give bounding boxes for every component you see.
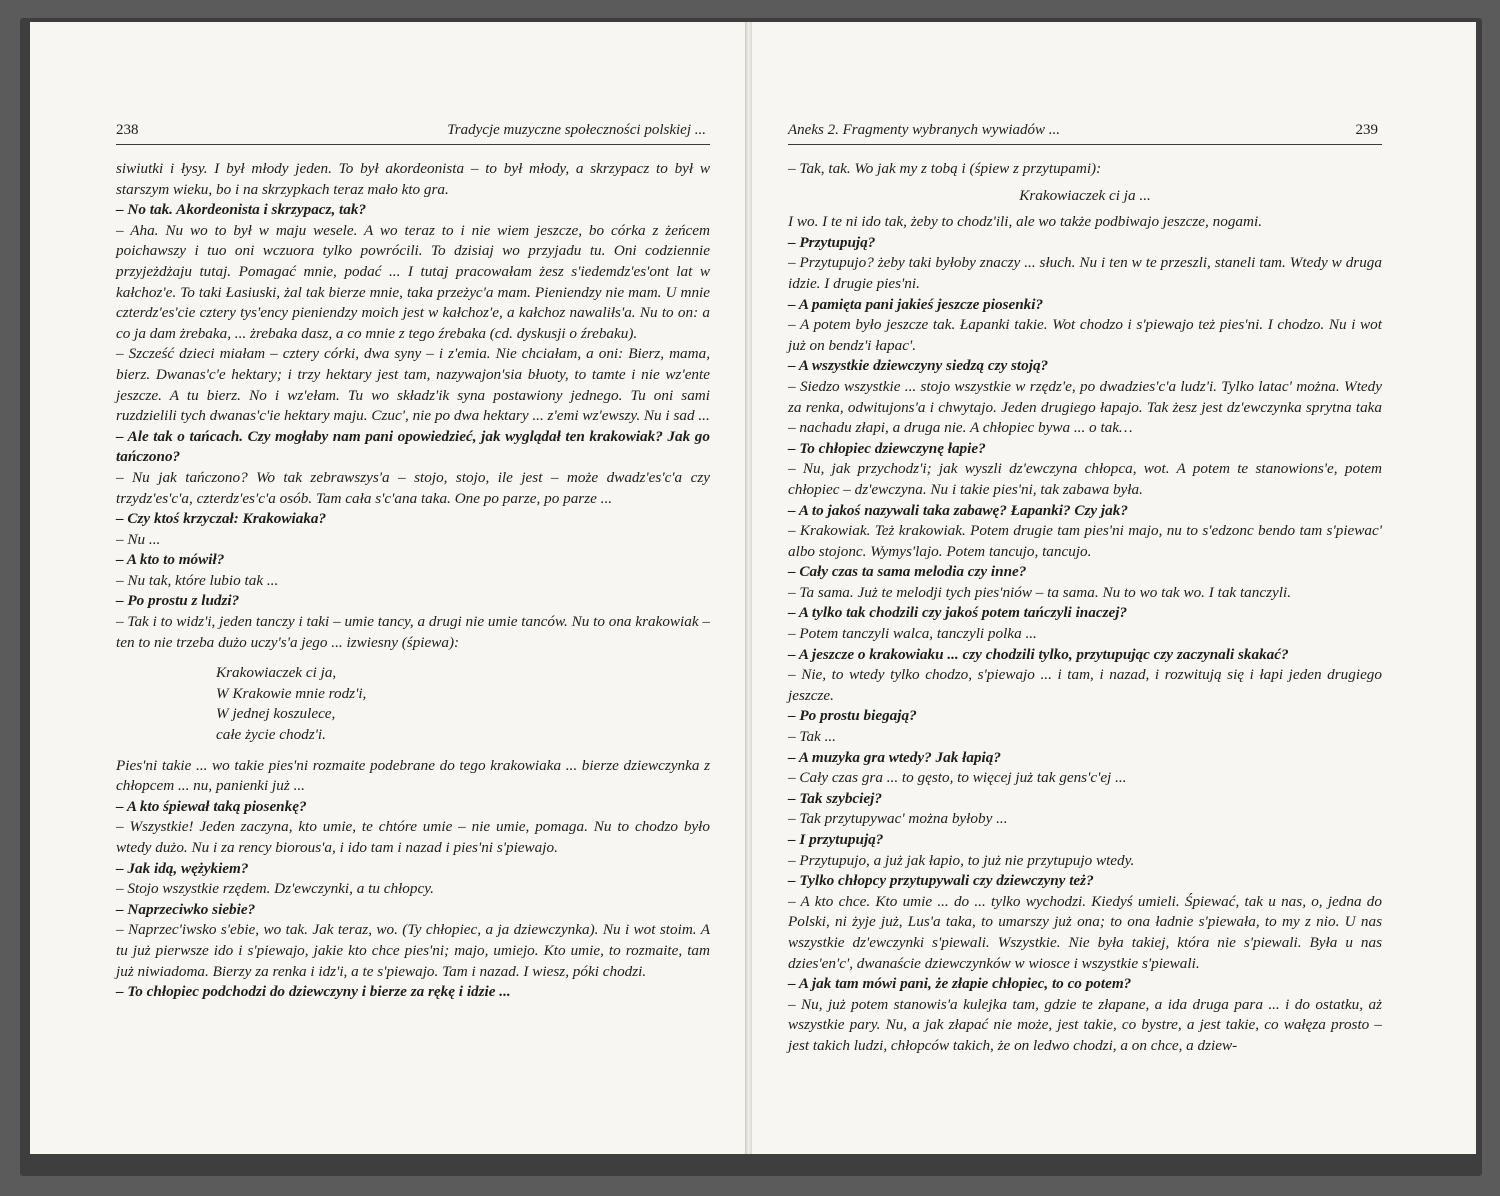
interviewer-question: – Jak idą, wężykiem? <box>116 859 249 877</box>
interviewer-question: – I przytupują? <box>788 831 884 848</box>
interviewer-question: – A kto śpiewał taką piosenkę? <box>116 797 307 815</box>
interviewee-answer: – Przytupujo? żeby taki byłoby znaczy ... słuch. Nu i ten w te przeszli, staneli tam. Wtedy w druga idzie. I drugie pies'ni. <box>788 254 1382 292</box>
interviewee-answer: – Tak i to widz'i, jeden tanczy i taki – umie tancy, a drugi nie umie tanców. Nu to ona krakowiak – ten to nie trzeba dużo uczy's'a jego ... izwiesny (śpiewa): <box>116 613 710 651</box>
interviewer-question: – Czy ktoś krzyczał: Krakowiaka? <box>116 510 327 528</box>
interviewer-question: – No tak. Akordeonista i skrzypacz, tak? <box>116 201 367 219</box>
verse-line: całe życie chodz'i. <box>216 726 326 744</box>
verse-line: W Krakowie mnie rodz'i, <box>216 684 367 702</box>
interviewer-question: – A jeszcze o krakowiaku ... czy chodzili tylko, przytupując czy zaczynali skakać? <box>788 645 1289 663</box>
left-page-header <box>116 122 710 145</box>
interviewer-question: – Tylko chłopcy przytupywali czy dziewczyny też? <box>788 872 1094 890</box>
verse-line: Krakowiaczek ci ja, <box>216 664 337 682</box>
verse-block <box>216 663 710 745</box>
interviewer-question: – A pamięta pani jakieś jeszcze piosenki? <box>788 295 1044 313</box>
interviewee-answer: – Potem tanczyli walca, tanczyli polka ... <box>788 625 1037 643</box>
interviewee-answer: – Tak przytupywac' można byłoby ... <box>788 810 1008 828</box>
interviewee-answer: – Nu tak, które lubio tak ... <box>116 571 279 589</box>
interviewer-question: – A to jakoś nazywali taka zabawę? Łapanki? Czy jak? <box>788 501 1128 519</box>
interviewee-answer: – Aha. Nu wo to był w maju wesele. A wo teraz to i nie wiem jeszcze, bo córka z żeńcem poichawszy i tuo oni wczuora tylko powrócili. To dzisiaj wo przyjadu tu. Oni codziennie przyjeżdżaju tutaj. Pomagać mnie, podać ... I tutaj pracowałam żesz s'iedemdz'es'ont lat w kałchoz'e. To taki Łasiuski, żal tak bierze mnie, taka przeżyc'a mam. Pieniendzy nie mam. U mnie czterdz'es'cie cztery tys'ency pieniendzy moich jest w kałchoz'e, a kałchoz nawaliłs'a. Nu to on: a co ja dam żrebaka, ... żrebaka dasz, a co mnie z tego źrebaka (cd. dyskusji o źrebaku). <box>116 221 710 342</box>
interviewee-answer: – Nu, już potem stanowis'a kulejka tam, gdzie te złapane, a ida druga para ... i do ostatku, aż wszystkie pary. Nu, a jak złapać nie może, jest takie, co bystre, a jest takie, co wałęza prosto – jest takich ludzi, chłopców takich, że on ledwo chodzi, a on chce, a dziew- <box>788 995 1382 1054</box>
right-page-header <box>788 122 1382 145</box>
interviewer-question: – A kto to mówił? <box>116 551 225 569</box>
interviewee-answer: – A potem było jeszcze tak. Łapanki takie. Wot chodzo i s'piewajo też pies'ni. I chodzo. Nu i wot już on bendz'i łapac'. <box>788 316 1382 354</box>
interviewee-answer: – Stojo wszystkie rzędem. Dz'ewczynki, a tu chłopcy. <box>116 880 434 898</box>
interviewee-answer: – Naprzec'iwsko s'ebie, wo tak. Jak teraz, wo. (Ty chłopiec, a ja dziewczynka). Nu i wot stoim. A tu już pierwsze ido i s'piewajo, jakie kto chce pies'ni; majo, umiejo. Kto umie, to rozmaite, tam już niwiadoma. Bierzy za renka i idz'i, a te s'piewajo. Tam i nazad. I wiesz, póki chodzi. <box>116 921 710 980</box>
interviewer-question: – Po prostu biegają? <box>788 707 917 725</box>
interviewer-question: – Przytupują? <box>788 233 876 251</box>
interviewer-question: – Ale tak o tańcach. Czy mogłaby nam pani opowiedzieć, jak wyglądał ten krakowiak? Jak go tańczono? <box>116 427 710 466</box>
interviewee-answer: – Tak ... <box>788 728 836 746</box>
interviewee-answer: – Ta sama. Już te melodji tych pies'niów – ta sama. Nu to wo tak wo. I tak tanczyli. <box>788 583 1292 601</box>
interviewee-answer: – Krakowiak. Też krakowiak. Potem drugie tam pies'ni majo, nu to s'edzonc bendo tam s'piewac' albo stojonc. Wymys'lajo. Potem tancujo, tancujo. <box>788 522 1382 560</box>
interviewer-question: – Po prostu z ludzi? <box>116 592 240 610</box>
right-page-number: 239 <box>1355 122 1378 138</box>
interviewer-question: – To chłopiec dziewczynę łapie? <box>788 439 986 457</box>
interviewee-answer: – Nie, to wtedy tylko chodzo, s'piewajo ... i tam, i nazad, i rozwitują się i łapi jeden drugiego jeszcze. <box>788 666 1382 704</box>
interviewee-answer: – Nu ... <box>116 530 161 548</box>
interviewer-question: – Tak szybciej? <box>788 789 882 807</box>
interviewer-question: – Cały czas ta sama melodia czy inne? <box>788 563 1027 581</box>
left-running-title: Tradycje muzyczne społeczności polskiej ... <box>447 122 706 138</box>
interviewer-question: – A wszystkie dziewczyny siedzą czy stoją? <box>788 357 1049 375</box>
left-page-body <box>116 159 710 1003</box>
interviewer-question: – Naprzeciwko siebie? <box>116 900 256 918</box>
verse-line: W jednej koszulece, <box>216 705 336 723</box>
left-page <box>30 22 746 1154</box>
interviewee-answer: I wo. I te ni ido tak, żeby to chodz'ili, ale wo także podbiwajo jeszcze, nogami. <box>788 213 1263 231</box>
interviewee-answer: Pies'ni takie ... wo takie pies'ni rozmaite podebrane do tego krakowiaka ... bierze dziewczynka z chłopcem ... nu, panienki już ... <box>116 756 710 795</box>
interviewer-question: – To chłopiec podchodzi do dziewczyny i bierze za rękę i idzie ... <box>116 983 511 1001</box>
right-running-title: Aneks 2. Fragmenty wybranych wywiadów ... <box>788 122 1061 138</box>
right-page-body <box>788 159 1382 1057</box>
interviewee-answer: – Nu, jak przychodz'i; jak wyszli dz'ewczyna chłopca, wot. A potem te stanowions'e, potem chłopiec – dz'ewczyna. Nu i takie pies'ni, tak zabawa była. <box>788 460 1382 498</box>
left-page-number: 238 <box>116 122 139 138</box>
right-page <box>752 22 1476 1154</box>
interviewee-answer: – Siedzo wszystkie ... stojo wszystkie w rzędz'e, po dwadzies'c'a ludz'i. Tylko latac' można. Wtedy za renka, odwitujons'a i chwytajo. Jeden drugiego łapajo. Tak żesz jest dz'ewczynka sprytna taka – nachadu złapi, a druga nie. A chłopiec bywa ... o tak… <box>788 377 1382 437</box>
interviewer-question: – A tylko tak chodzili czy jakoś potem tańczyli inaczej? <box>788 604 1128 622</box>
interviewee-answer: – Tak, tak. Wo jak my z tobą i (śpiew z przytupami): <box>788 160 1102 177</box>
interviewee-answer: – Cały czas gra ... to gęsto, to więcej już tak gens'c'ej ... <box>788 769 1127 787</box>
interviewee-answer: siwiutki i łysy. I był młody jeden. To był akordeonista – to był młody, a skrzypacz to był w starszym wieku, bo i na skrzypkach teraz mało kto gra. <box>116 160 710 198</box>
interviewer-question: – A jak tam mówi pani, że złapie chłopiec, to co potem? <box>788 975 1132 993</box>
interviewee-answer: – Przytupujo, a już jak łapio, to już nie przytupujo wtedy. <box>788 851 1135 869</box>
interviewee-answer: – Nu jak tańczono? Wo tak zebrawszys'a – stojo, stojo, ile jest – może dwadz'es'c'a czy trzydz'es'c'a, czterdz'es'c'a osób. Tam cała s'c'ana taka. One po parze, po parze ... <box>116 468 710 507</box>
interviewee-answer: – Wszystkie! Jeden zaczyna, kto umie, te chtóre umie – nie umie, pomaga. Nu to chodzo było wtedy dużo. Nu i za rency biorous'a, i ido tam i nazad i pies'ni s'piewajo. <box>116 818 710 856</box>
interviewee-answer: – Szcześć dzieci miałam – cztery córki, dwa syny – i z'emia. Nie chciałam, a oni: Bierz, mama, bierz. Dwanas'c'e hektary; i trzy hektary jest tam, nazywajon'sia błuoty, to tamte i nie wz'ente jeszcze. A tu bierz. No i wz'ełam. Tu wo składz'ik syna postawiony jednego. Tu oni sami ruzdzielili tych dwanas'c'ie hektary maju. Czuc', nie po dwa hektary ... z'emi wz'ewszy. Nu i sad ... <box>116 345 710 425</box>
interviewer-question: – A muzyka gra wtedy? Jak łapią? <box>788 748 1001 766</box>
song-line: Krakowiaczek ci ja ... <box>1019 186 1151 204</box>
interviewee-answer: – A kto chce. Kto umie ... do ... tylko wychodzi. Kiedyś umieli. Śpiewać, tak u nas, o, jedna do Polski, ni żyje już, Lus'a taka, to umarszy już ona; to ona ładnie s'piewała, to my z nio. U nas wszystkie dz'ewczynki s'piewali. Wszystkie. Nie była takiej, która nie s'piewali. Była u nas dzies'en'c', dwanaście dziewczynków w wiosce i wszystkie s'piewali. <box>788 892 1382 972</box>
